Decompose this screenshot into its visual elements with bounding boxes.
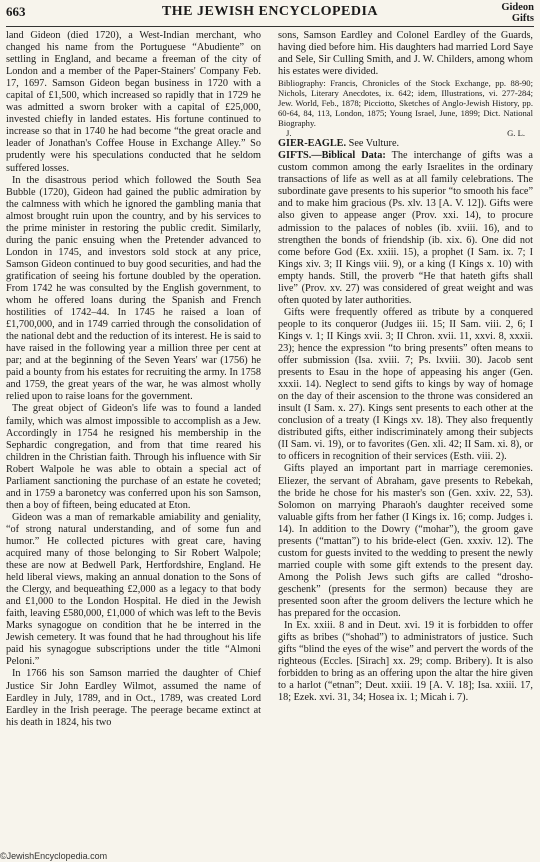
paragraph: The great object of Gideon's life was to found a landed family, which was almost impossible to accomplish as a Jew. Accordingly in 1754 he resigned his membership in the Sephardic congregation, and from that time reared his children in the Christian faith. Through his influence with Sir Robert Walpole he was able to obtain a special act of Parliament sanctioning the purchase of an estate he coveted; and in 1759 a baronetcy was conferred upon his son Samson, then a boy of fifteen, being educated at Eton.	[6, 403, 261, 511]
page-header	[6, 2, 534, 26]
paragraph: Gifts were frequently offered as tribute by a conquered people to its conqueror (Judges iii. 15; II Sam. viii. 2, 6; I Kings v. 1; II Kings xvii. 3; II Chron. xvii. 11, xxvi. 8, xxxii. 23); hence the expression “to bring presents” often means to offer submission (Isa. xviii. 7; Ps. lxviii. 30). Jacob sent presents to Esau in the hope of appeasing his anger (Gen. xxxii. 14). Neglect to send gifts to kings by way of homage on the day of their ascension to the throne was considered an insult (I Sam. x. 27). Kings sent presents to each other at the conclusion of a treaty (I Kings xv. 18). They also frequently distributed gifts, either indiscriminately among their subjects (II Sam. vi. 19), or to favorites (Gen. xli. 42; II Sam. xi. 8), or to officers in recognition of their services (Esth. viii. 2).	[278, 306, 533, 463]
journal-title: THE JEWISH ENCYCLOPEDIA	[161, 4, 379, 19]
paragraph: In the disastrous period which followed the South Sea Bubble (1720), Gideon had gained the public admiration by the calmness with which he ignored the gambling mania that almost brought ruin upon the country, and by his services to the prime minister in restoring the public credit. Similarly, during the panic ensuing when the Pretender advanced to London in 1745, and investors sold stock at any price, Samson Gideon continued to buy good securities, and had the gratification of seeing his fortune doubled by the operation. From 1742 he was consulted by the English government, to whom he offered loans during the Spanish and French hostilities of 1742–44. In 1745 he raised a loan of £1,700,000, and in 1749 carried through the consolidation of the national debt and the reduction of its interest. He is said to have raised in the following year a million three per cent at par; and at the beginning of the Seven Years' war (1756) he paid a bounty from his estates for recruiting the army. In 1758 and 1759, the great years of the war, he was almost wholly relied upon to raise loans for the government.	[6, 174, 261, 403]
header-rule	[6, 26, 534, 27]
running-head	[501, 2, 534, 24]
entry-heading: GIER-EAGLE.	[278, 138, 347, 150]
paragraph: land Gideon (died 1720), a West-Indian merchant, who changed his name from the Portuguese “Abudiente” on settling in England, and became a freeman of the city of London and a member of the Paper-Stainers' Company Feb. 17, 1697. Samson Gideon began business in 1720 with a capital of £1,500, which increased so rapidly that in 1729 he was admitted a sworn broker with a capital of £25,000, invested chiefly in landed estates. His fortune continued to increase so that in 1740 he had become “the great oracle and leader of Jonathan's Coffee House in Exchange Alley.” So prudently were his speculations conducted that he seldom suffered losses.	[6, 30, 261, 174]
paragraph: In Ex. xxiii. 8 and in Deut. xvi. 19 it is forbidden to offer gifts as bribes (“shohad”) to administrators of justice. Such gifts “blind the eyes of the wise” and pervert the words of the righteous (Eccles. [Sirach] xx. 29; comp. Bribery). It is also forbidden to bring as an offering upon the altar the hire given to a harlot (“etnan”; Deut. xxiii. 19 [A. V. 18]; Isa. xxiii. 17, 18; Ezek. xvi. 31, 34; Hosea ix. 1; Micah i. 7).	[278, 620, 533, 704]
paragraph: In 1766 his son Samson married the daughter of Chief Justice Sir John Eardley Wilmot, assumed the name of Eardley in July, 1789, and in Oct., 1789, was created Lord Eardley in the Irish peerage. The peerage became extinct at his death in 1824, his two	[6, 668, 261, 728]
page-number: 663	[6, 4, 26, 19]
signature-right: G. L.	[507, 128, 525, 139]
paragraph: The interchange of gifts was a custom common among the early Israelites in the ordinary transactions of life as well as at all family celebrations. The subordinate gave presents to his superior “to smooth his face” and to make him gracious (Ps. xlv. 13 [A. V. 12]). Gifts were also given to appease anger (Prov. xxi. 14), to procure admission to the palaces of nobles (ib. xviii. 16), and to strengthen the bonds of friendship (ib. xix. 6). One did not come before God (Ex. xxiii. 15), a prophet (I Sam. ix. 7; I Kings xiv. 3; II Kings viii. 9), or a king (I Kings x. 10) with empty hands. Still, the proverb “He that hateth gifts shall live” (Prov. xv. 27) was considered of great weight and was often quoted by later authorities.	[278, 150, 533, 306]
signature-left: J.	[286, 128, 292, 139]
bibliography: Bibliography: Francis, Chronicles of the Stock Exchange, pp. 88-90; Nichols, Literary Anecdotes, ix. 642; idem, Illustrations, vi. 277-284; Jew. World, Feb., 1878; Picciotto, Sketches of Anglo-Jewish History, pp. 60-64, 84, 113, London, 1875; Young Israel, June, 1899; Dict. National Biography.	[278, 78, 533, 129]
paragraph: Gideon was a man of remarkable amiability and geniality, “of strong natural understanding, and of some fun and humor.” He collected pictures with great care, having acquired many of those belonging to Sir Robert Walpole; these are now at Bedwell Park, Hertfordshire, England. He held liberal views, making an annual donation to the Sons of the Clergy, and bequeathing £2,000 as a legacy to that body and £1,000 to the London Hospital. He died in the Jewish faith, leaving £580,000, £1,000 of which was left to the Bevis Marks synagogue on condition that he be interred in the Jewish cemetery. It was found that he had throughout his life paid his synagogue subscriptions under the title “Almoni Peloni.”	[6, 511, 261, 668]
cross-reference: See Vulture.	[348, 138, 400, 150]
entry-gifts	[278, 150, 533, 307]
paragraph: sons, Samson Eardley and Colonel Eardley of the Guards, having died before him. His daughters had married Lord Saye and Sele, Sir Culling Smith, and J. W. Childers, among whom his estates were divided.	[278, 30, 533, 78]
entry-gier-eagle	[278, 138, 533, 150]
signature-line	[278, 128, 533, 138]
right-column	[278, 30, 533, 704]
paragraph: Gifts played an important part in marriage ceremonies. Eliezer, the servant of Abraham, gave presents to Rebekah, the bride he chose for his master's son (Gen. xxiv. 22, 53). Solomon on marrying Pharaoh's daughter received some valuable gifts from her father (I Kings ix. 16; comp. Judges i. 14). In addition to the Dowry (“mohar”), the groom gave presents (“mattan”) to his bride-elect (Gen. xxxiv. 12). The custom for guests invited to the wedding to present the newly married couple with some gift extends to the present day. Among the Polish Jews such gifts are called “drosho-geschenk” (presents for the sermon) because they are presented soon after the groom delivers the lecture which he has prepared for the occasion.	[278, 463, 533, 620]
left-column	[6, 30, 261, 729]
copyright-footer: ©JewishEncyclopedia.com	[0, 851, 108, 861]
running-head-first: Gideon	[501, 2, 534, 13]
entry-heading: GIFTS.—Biblical Data:	[278, 150, 386, 162]
running-head-last: Gifts	[511, 13, 534, 24]
